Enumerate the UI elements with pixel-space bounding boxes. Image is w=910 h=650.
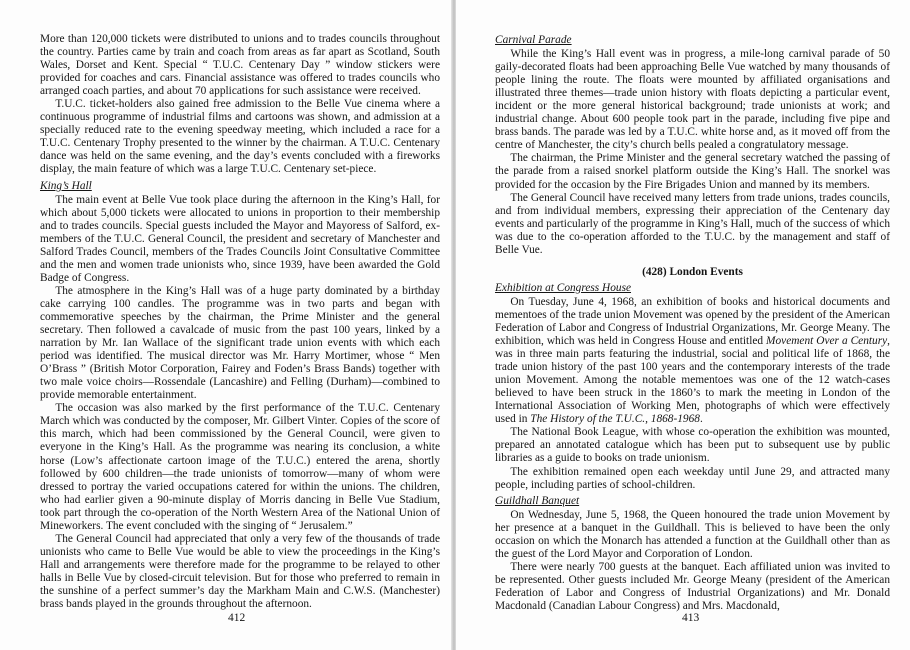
paragraph: The General Council had appreciated that only a very few of the thousands of trade unionists who came to Belle Vue would be able to view the proceedings in the King’s Hall and arrangements were therefore made for the programme to be relayed to other halls in Belle Vue by closed-circuit television. But for those who preferred to remain in the sunshine of a perfect summer’s day the Markham Main and C.W.S. (Manchester) brass bands played in the grounds throughout the afternoon. (40, 532, 440, 611)
paragraph: The General Council have received many letters from trade unions, trades councils, and from individual members, expressing their appreciation of the Centenary day events and particularly of the programme in King’s Hall, much of the success of which was due to the co-operation afforded to the T.U.C. by the management and staff of Belle Vue. (495, 191, 890, 256)
paragraph: The occasion was also marked by the first performance of the T.U.C. Centenary March which was conducted by the composer, Mr. Gilbert Vinter. Copies of the score of this march, which had been commissioned by the General Council, were given to everyone in the King’s Hall. As the programme was nearing its conclusion, a white horse (Low’s affectionate cartoon image of the T.U.C.) entered the arena, shortly followed by 600 children—the trade unionists of tomorrow—many of whom were dressed to portray the varied occupations catered for within the unions. The children, who had earlier given a 90-minute display of Morris dancing in Belle Vue Stadium, took part through the co-operation of the North Western Area of the National Union of Mineworkers. The event concluded with the singing of “ Jerusalem.” (40, 402, 440, 532)
paragraph: T.U.C. ticket-holders also gained free admission to the Belle Vue cinema where a continuous programme of industrial films and cartoons was shown, and admission at a specially reduced rate to the evening speedway meeting, which included a race for a T.U.C. Centenary Trophy presented to the winner by the chairman. A T.U.C. Centenary dance was held on the same evening, and the day’s events concluded with a fireworks display, the main feature of which was a large T.U.C. Centenary set-piece. (40, 98, 440, 176)
text-run: . (699, 413, 703, 426)
paragraph (495, 296, 890, 426)
paragraph: On Wednesday, June 5, 1968, the Queen honoured the trade union Movement by her presence at a banquet in the Guildhall. This is believed to have been the only occasion on which the Monarch has attended a function at the Guildhall other than as the guest of the Lord Mayor and Corporation of London. (495, 508, 890, 560)
paragraph: The National Book League, with whose co-operation the exhibition was mounted, prepared an annotated catalogue which has been put to subsequent use by public libraries as a guide to books on trade unionism. (495, 426, 890, 465)
paragraph: While the King’s Hall event was in progress, a mile-long carnival parade of 50 gaily-decorated floats had been approaching Belle Vue watched by many thousands of people lining the route. The floats were mounted by affiliated organisations and illustrated three themes—trade union history with floats depicting a particular event, incident or the more general historical background; trade unionists at work; and industrial change. About 600 people took part in the parade, including five pipe and brass bands. The parade was led by a T.U.C. white horse and, as it moved off from the centre of Manchester, the city’s church bells pealed a congratulatory message. (495, 48, 890, 152)
paragraph: More than 120,000 tickets were distributed to unions and to trades councils throughout the country. Parties came by train and coach from areas as far apart as Scotland, South Wales, Dorset and Kent. Special “ T.U.C. Centenary Day ” window stickers were provided for coaches and cars. Financial assistance was offered to trades councils who arranged coach parties, and about 70 applications for such assistance were received. (40, 33, 440, 98)
left-page-text (40, 33, 440, 611)
right-page-text (495, 34, 890, 613)
exhibition-title: Movement Over a Century (766, 335, 888, 348)
paragraph: The main event at Belle Vue took place during the afternoon in the King’s Hall, for which about 5,000 tickets were allocated to unions in proportion to their membership and to trades councils. Special guests included the Mayor and Mayoress of Salford, ex-members of the T.U.C. General Council, the president and secretary of Manchester and Salford Trades Council, members of the Trades Councils Joint Consultative Committee and the men and women trade unionists who, since 1939, have been awarded the Gold Badge of Congress. (40, 193, 440, 284)
text-run: On Tuesday, June 4, 1968, an exhibition of books and historical documents and mementoes of the trade union Movement was opened by the president of the American Federation of Labor and Congress of Industrial Organizations, Mr. George Meany. The exhibition, which was held in Congress House and entitled (495, 295, 890, 348)
paragraph: The atmosphere in the King’s Hall was of a huge party dominated by a birthday cake carrying 100 candles. The programme was in two parts and began with commemorative speeches by the chairman, the Prime Minister and the general secretary. Then followed a cavalcade of music from the past 100 years, linked by a narration by Mr. Ian Wallace of the significant trade union events with which each period was identified. The musical director was Mr. Harry Mortimer, whose “ Men O’Brass ” (British Motor Corporation, Fairey and Foden’s Brass Bands) together with two male voice choirs—Rossendale (Lancashire) and Felling (Durham)—combined to provide memorable entertainment. (40, 284, 440, 402)
text-run: , was in three main parts featuring the industrial, social and political life of 1868, the trade union history of the past 100 years and the contemporary interests of the trade union Movement. Among the notable mementoes was one of the 12 watch-cases believed to have been struck in the 1860’s to mark the meeting in London of the International Association of Working Men, photographs of which were effectively used in (495, 335, 890, 426)
section-heading-exhibition: Exhibition at Congress House (495, 281, 632, 294)
left-page (0, 0, 453, 650)
book-title: The History of the T.U.C., 1868-1968 (530, 413, 700, 426)
paragraph: The exhibition remained open each weekday until June 29, and attracted many people, including parties of school-children. (495, 465, 890, 491)
page-number: 412 (228, 612, 246, 624)
section-heading-carnival-parade: Carnival Parade (495, 34, 572, 46)
section-heading-kings-hall: King’s Hall (40, 179, 92, 192)
paragraph: The chairman, the Prime Minister and the general secretary watched the passing of the parade from a raised snorkel platform outside the King’s Hall. The snorkel was provided for the occasion by the Fire Brigades Union and manned by its members. (495, 152, 890, 191)
section-heading-guildhall-banquet: Guildhall Banquet (495, 494, 580, 507)
right-page (456, 0, 910, 650)
page-number: 413 (682, 612, 700, 624)
section-heading-london-events: (428) London Events (642, 265, 743, 278)
paragraph: There were nearly 700 guests at the banquet. Each affiliated union was invited to be represented. Other guests included Mr. George Meany (president of the American Federation of Labor and Congress of Industrial Organizations) and Mr. Donald Macdonald (Canadian Labour Congress) and Mrs. Macdonald, (495, 560, 890, 612)
